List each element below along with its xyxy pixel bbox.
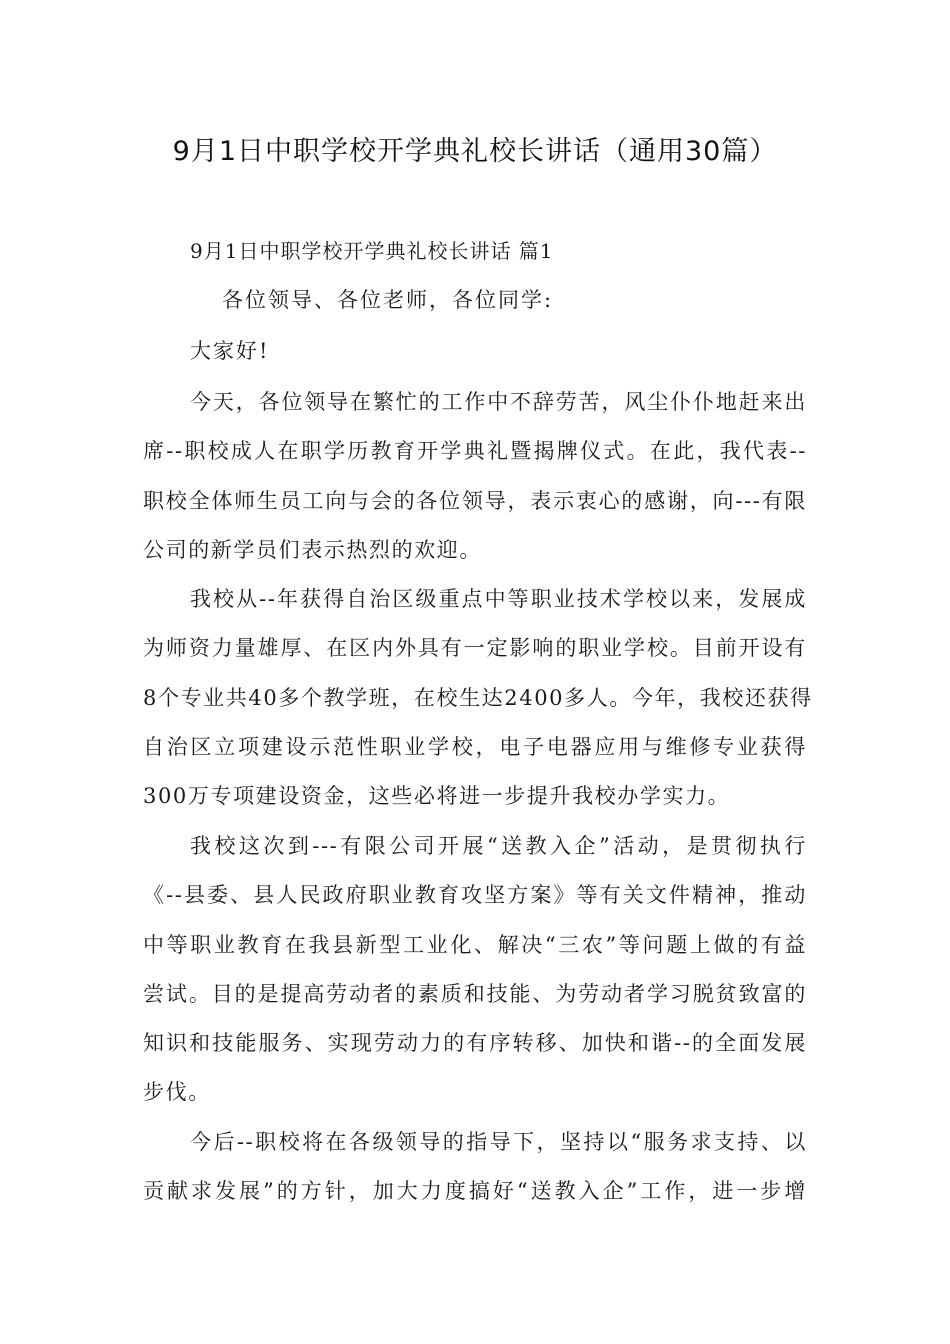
paragraph-line: 中等职业教育在我县新型工业化、解决“三农”等问题上做的有益 xyxy=(143,932,807,957)
paragraph-2 xyxy=(143,575,813,821)
paragraph-line: 8个专业共40多个教学班，在校生达2400多人。今年，我校还获得 xyxy=(143,685,813,710)
paragraph-line: 为师资力量雄厚、在区内外具有一定影响的职业学校。目前开设有 xyxy=(143,636,807,661)
paragraph-line: 《--县委、县人民政府职业教育攻坚方案》等有关文件精神，推动 xyxy=(143,883,807,908)
section-heading: 9月1日中职学校开学典礼校长讲话 篇1 xyxy=(190,239,554,263)
paragraph-line: 自治区立项建设示范性职业学校，电子电器应用与维修专业获得 xyxy=(143,734,807,759)
paragraph-line: 尝试。目的是提高劳动者的素质和技能、为劳动者学习脱贫致富的 xyxy=(143,981,807,1006)
paragraph-line: 我校从--年获得自治区级重点中等职业技术学校以来，发展成 xyxy=(190,587,807,611)
document-title: 9月1日中职学校开学典礼校长讲话（通用30篇） xyxy=(172,136,778,167)
paragraph-line: 步伐。 xyxy=(143,1080,211,1105)
salutation: 各位领导、各位老师，各位同学: xyxy=(222,288,554,312)
paragraph-line: 贡献求发展”的方针，加大力度搞好“送教入企”工作，进一步增 xyxy=(143,1179,807,1204)
paragraph-line: 职校全体师生员工向与会的各位领导，表示衷心的感谢，向---有限 xyxy=(143,488,807,513)
paragraph-line: 今天，各位领导在繁忙的工作中不辞劳苦，风尘仆仆地赶来出 xyxy=(190,390,807,414)
opening-greeting: 大家好! xyxy=(190,339,270,363)
paragraph-4 xyxy=(143,1118,807,1217)
paragraph-1 xyxy=(143,378,807,575)
paragraph-line: 今后--职校将在各级领导的指导下，坚持以“服务求支持、以 xyxy=(190,1130,807,1154)
paragraph-line: 知识和技能服务、实现劳动力的有序转移、加快和谐--的全面发展 xyxy=(143,1031,807,1056)
paragraph-line: 我校这次到---有限公司开展“送教入企”活动，是贯彻执行 xyxy=(190,834,807,858)
paragraph-3 xyxy=(143,822,807,1118)
paragraph-line: 席--职校成人在职学历教育开学典礼暨揭牌仪式。在此，我代表-- xyxy=(143,439,807,464)
paragraph-line: 300万专项建设资金，这些必将进一步提升我校办学实力。 xyxy=(143,784,731,809)
paragraph-line: 公司的新学员们表示热烈的欢迎。 xyxy=(143,537,482,562)
